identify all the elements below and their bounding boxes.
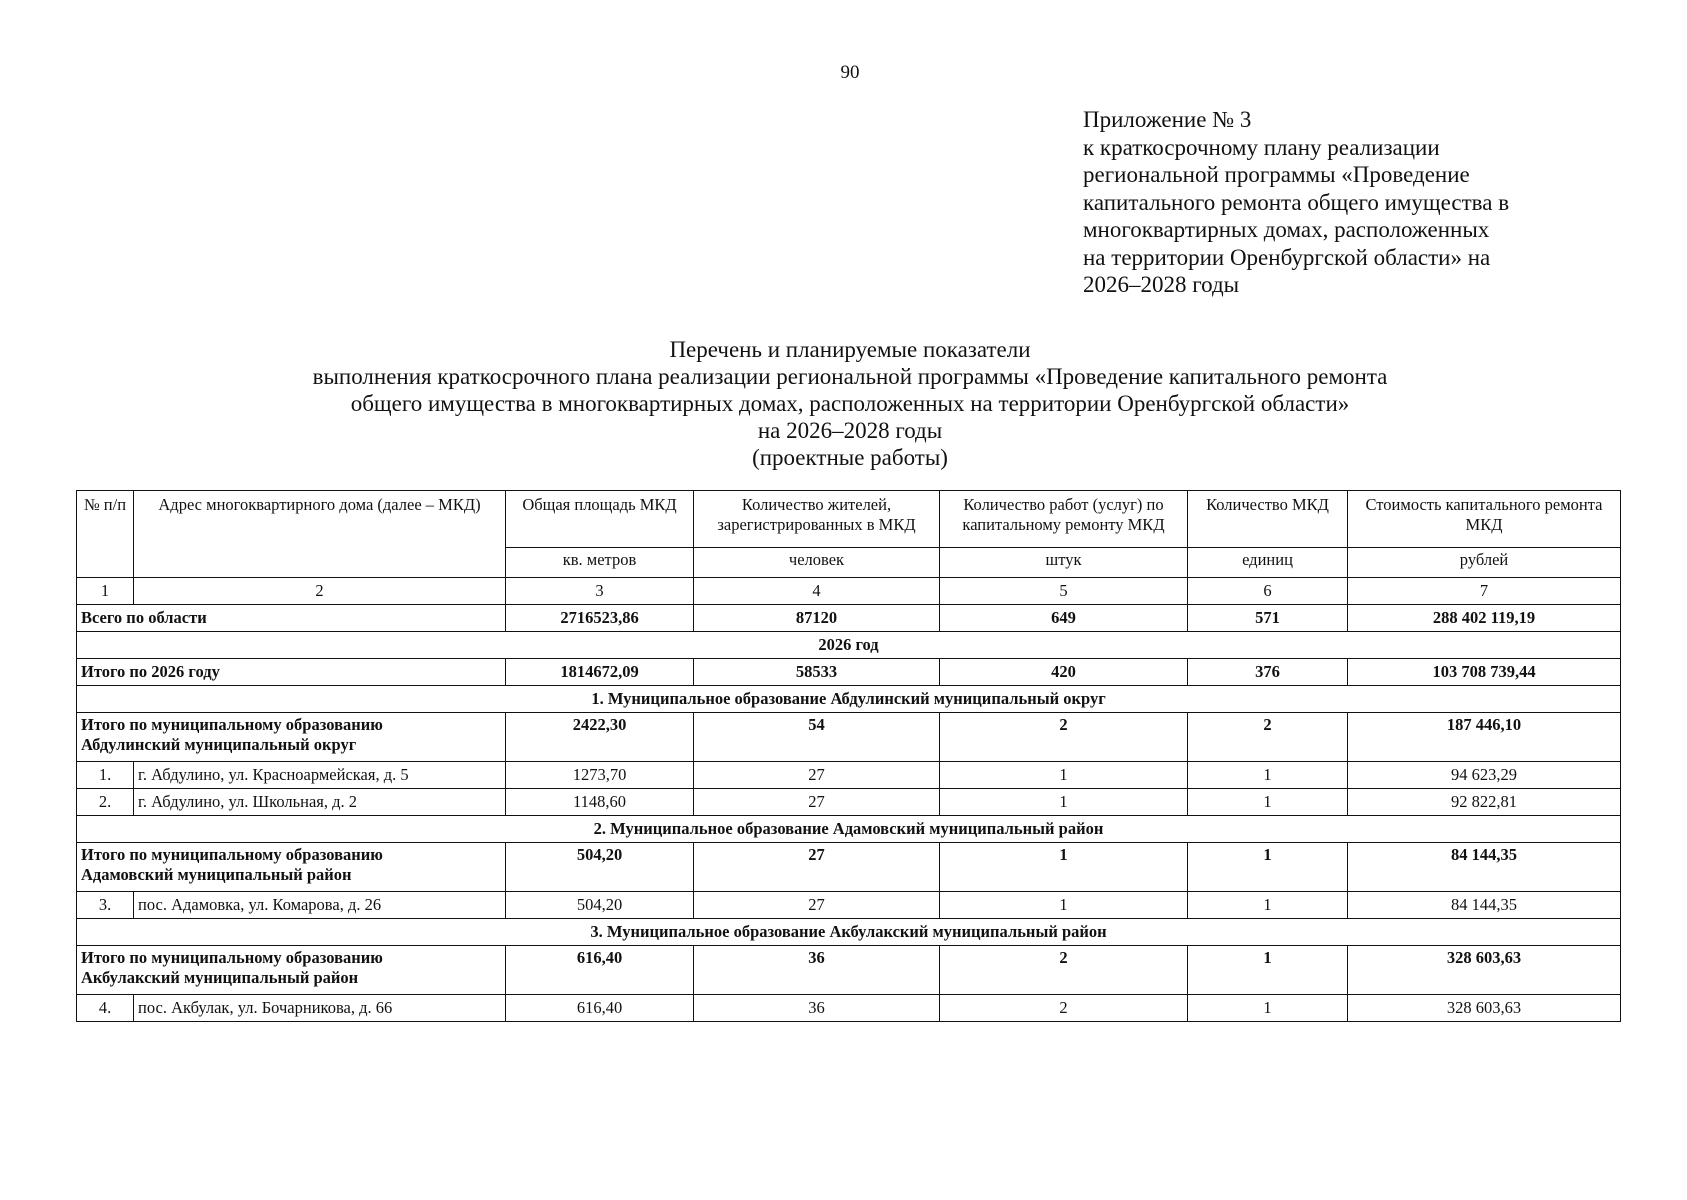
row-works: 1 <box>940 892 1188 919</box>
subtotal-label <box>77 843 506 892</box>
section-heading-row <box>77 919 1621 946</box>
row-num: 4. <box>77 995 134 1022</box>
header-cost: Стоимость капитального ремонта МКД <box>1348 491 1621 548</box>
section-subtotal-row <box>77 843 1621 892</box>
header-works: Количество работ (услуг) по капитальному ремонту МКД <box>940 491 1188 548</box>
subtotal-label-line: Итого по муниципальному образованию <box>81 715 383 734</box>
row-area: 616,40 <box>506 995 694 1022</box>
section-heading: 1. Муниципальное образование Абдулинский муниципальный округ <box>77 686 1621 713</box>
column-number: 7 <box>1348 578 1621 605</box>
row-address: г. Абдулино, ул. Школьная, д. 2 <box>134 789 506 816</box>
subtotal-area: 504,20 <box>506 843 694 892</box>
subtotal-residents: 27 <box>694 843 940 892</box>
subtotal-residents: 36 <box>694 946 940 995</box>
header-residents: Количество жителей, зарегистрированных в МКД <box>694 491 940 548</box>
subtotal-label-line: Акбулакский муниципальный район <box>81 968 359 987</box>
indicators-table <box>76 490 1621 1022</box>
row-address: пос. Адамовка, ул. Комарова, д. 26 <box>134 892 506 919</box>
total-year-label: Итого по 2026 году <box>77 659 506 686</box>
row-address: г. Абдулино, ул. Красноармейская, д. 5 <box>134 762 506 789</box>
total-year-works: 420 <box>940 659 1188 686</box>
year-heading-row <box>77 632 1621 659</box>
subtotal-works: 1 <box>940 843 1188 892</box>
column-number: 3 <box>506 578 694 605</box>
row-cost: 84 144,35 <box>1348 892 1621 919</box>
total-year-area: 1814672,09 <box>506 659 694 686</box>
subtotal-mkd: 1 <box>1188 946 1348 995</box>
row-works: 1 <box>940 789 1188 816</box>
total-region-works: 649 <box>940 605 1188 632</box>
row-area: 504,20 <box>506 892 694 919</box>
column-number: 2 <box>134 578 506 605</box>
title-line: Перечень и планируемые показатели <box>669 337 1031 362</box>
subtotal-area: 616,40 <box>506 946 694 995</box>
row-residents: 36 <box>694 995 940 1022</box>
document-title <box>0 336 1687 471</box>
total-year-residents: 58533 <box>694 659 940 686</box>
subtotal-area: 2422,30 <box>506 713 694 762</box>
row-cost: 328 603,63 <box>1348 995 1621 1022</box>
row-area: 1148,60 <box>506 789 694 816</box>
section-heading: 3. Муниципальное образование Акбулакский муниципальный район <box>77 919 1621 946</box>
row-works: 2 <box>940 995 1188 1022</box>
subtotal-cost: 84 144,35 <box>1348 843 1621 892</box>
column-number: 5 <box>940 578 1188 605</box>
header-num: № п/п <box>77 491 134 578</box>
title-line: (проектные работы) <box>752 445 948 470</box>
row-mkd: 1 <box>1188 789 1348 816</box>
appendix-line: региональной программы «Проведение <box>1083 162 1470 187</box>
appendix-line: 2026–2028 годы <box>1083 272 1240 297</box>
row-residents: 27 <box>694 789 940 816</box>
total-region-mkd: 571 <box>1188 605 1348 632</box>
row-cost: 94 623,29 <box>1348 762 1621 789</box>
unit-mkd: единиц <box>1188 548 1348 578</box>
total-region-row <box>77 605 1621 632</box>
appendix-note <box>1083 106 1603 299</box>
unit-area: кв. метров <box>506 548 694 578</box>
subtotal-cost: 187 446,10 <box>1348 713 1621 762</box>
appendix-line: Приложение № 3 <box>1083 107 1252 132</box>
row-address: пос. Акбулак, ул. Бочарникова, д. 66 <box>134 995 506 1022</box>
title-line: общего имущества в многоквартирных домах, расположенных на территории Оренбургской области» <box>350 391 1350 416</box>
unit-residents: человек <box>694 548 940 578</box>
subtotal-works: 2 <box>940 946 1188 995</box>
total-region-label: Всего по области <box>77 605 506 632</box>
subtotal-mkd: 2 <box>1188 713 1348 762</box>
column-number: 1 <box>77 578 134 605</box>
section-heading-row <box>77 686 1621 713</box>
section-heading: 2. Муниципальное образование Адамовский муниципальный район <box>77 816 1621 843</box>
subtotal-works: 2 <box>940 713 1188 762</box>
total-year-row <box>77 659 1621 686</box>
year-heading: 2026 год <box>77 632 1621 659</box>
column-numbers-row <box>77 578 1621 605</box>
row-mkd: 1 <box>1188 892 1348 919</box>
total-region-cost: 288 402 119,19 <box>1348 605 1621 632</box>
total-region-area: 2716523,86 <box>506 605 694 632</box>
page-number: 90 <box>840 62 860 83</box>
row-num: 2. <box>77 789 134 816</box>
header-area: Общая площадь МКД <box>506 491 694 548</box>
subtotal-label-line: Итого по муниципальному образованию <box>81 845 383 864</box>
header-mkd: Количество МКД <box>1188 491 1348 548</box>
appendix-line: многоквартирных домах, расположенных <box>1083 217 1490 242</box>
subtotal-label <box>77 713 506 762</box>
row-mkd: 1 <box>1188 995 1348 1022</box>
appendix-line: капитального ремонта общего имущества в <box>1083 189 1510 215</box>
table-row <box>77 762 1621 789</box>
column-number: 4 <box>694 578 940 605</box>
subtotal-label <box>77 946 506 995</box>
table-row <box>77 892 1621 919</box>
subtotal-mkd: 1 <box>1188 843 1348 892</box>
title-line: выполнения краткосрочного плана реализации региональной программы «Проведение капитального ремонта <box>312 364 1388 389</box>
subtotal-label-line: Абдулинский муниципальный округ <box>81 735 357 754</box>
table-row <box>77 995 1621 1022</box>
title-line: на 2026–2028 годы <box>757 418 943 443</box>
table-row <box>77 789 1621 816</box>
header-address: Адрес многоквартирного дома (далее – МКД) <box>134 491 506 578</box>
column-number: 6 <box>1188 578 1348 605</box>
section-subtotal-row <box>77 713 1621 762</box>
total-region-residents: 87120 <box>694 605 940 632</box>
row-residents: 27 <box>694 762 940 789</box>
unit-cost: рублей <box>1348 548 1621 578</box>
table-header-row <box>77 491 1621 548</box>
subtotal-label-line: Итого по муниципальному образованию <box>81 948 383 967</box>
row-works: 1 <box>940 762 1188 789</box>
row-residents: 27 <box>694 892 940 919</box>
row-mkd: 1 <box>1188 762 1348 789</box>
section-heading-row <box>77 816 1621 843</box>
total-year-cost: 103 708 739,44 <box>1348 659 1621 686</box>
subtotal-label-line: Адамовский муниципальный район <box>81 865 352 884</box>
unit-works: штук <box>940 548 1188 578</box>
appendix-line: на территории Оренбургской области» на <box>1083 244 1491 270</box>
appendix-line: к краткосрочному плану реализации <box>1083 134 1440 160</box>
row-area: 1273,70 <box>506 762 694 789</box>
subtotal-residents: 54 <box>694 713 940 762</box>
total-year-mkd: 376 <box>1188 659 1348 686</box>
row-num: 1. <box>77 762 134 789</box>
row-num: 3. <box>77 892 134 919</box>
subtotal-cost: 328 603,63 <box>1348 946 1621 995</box>
section-subtotal-row <box>77 946 1621 995</box>
row-cost: 92 822,81 <box>1348 789 1621 816</box>
